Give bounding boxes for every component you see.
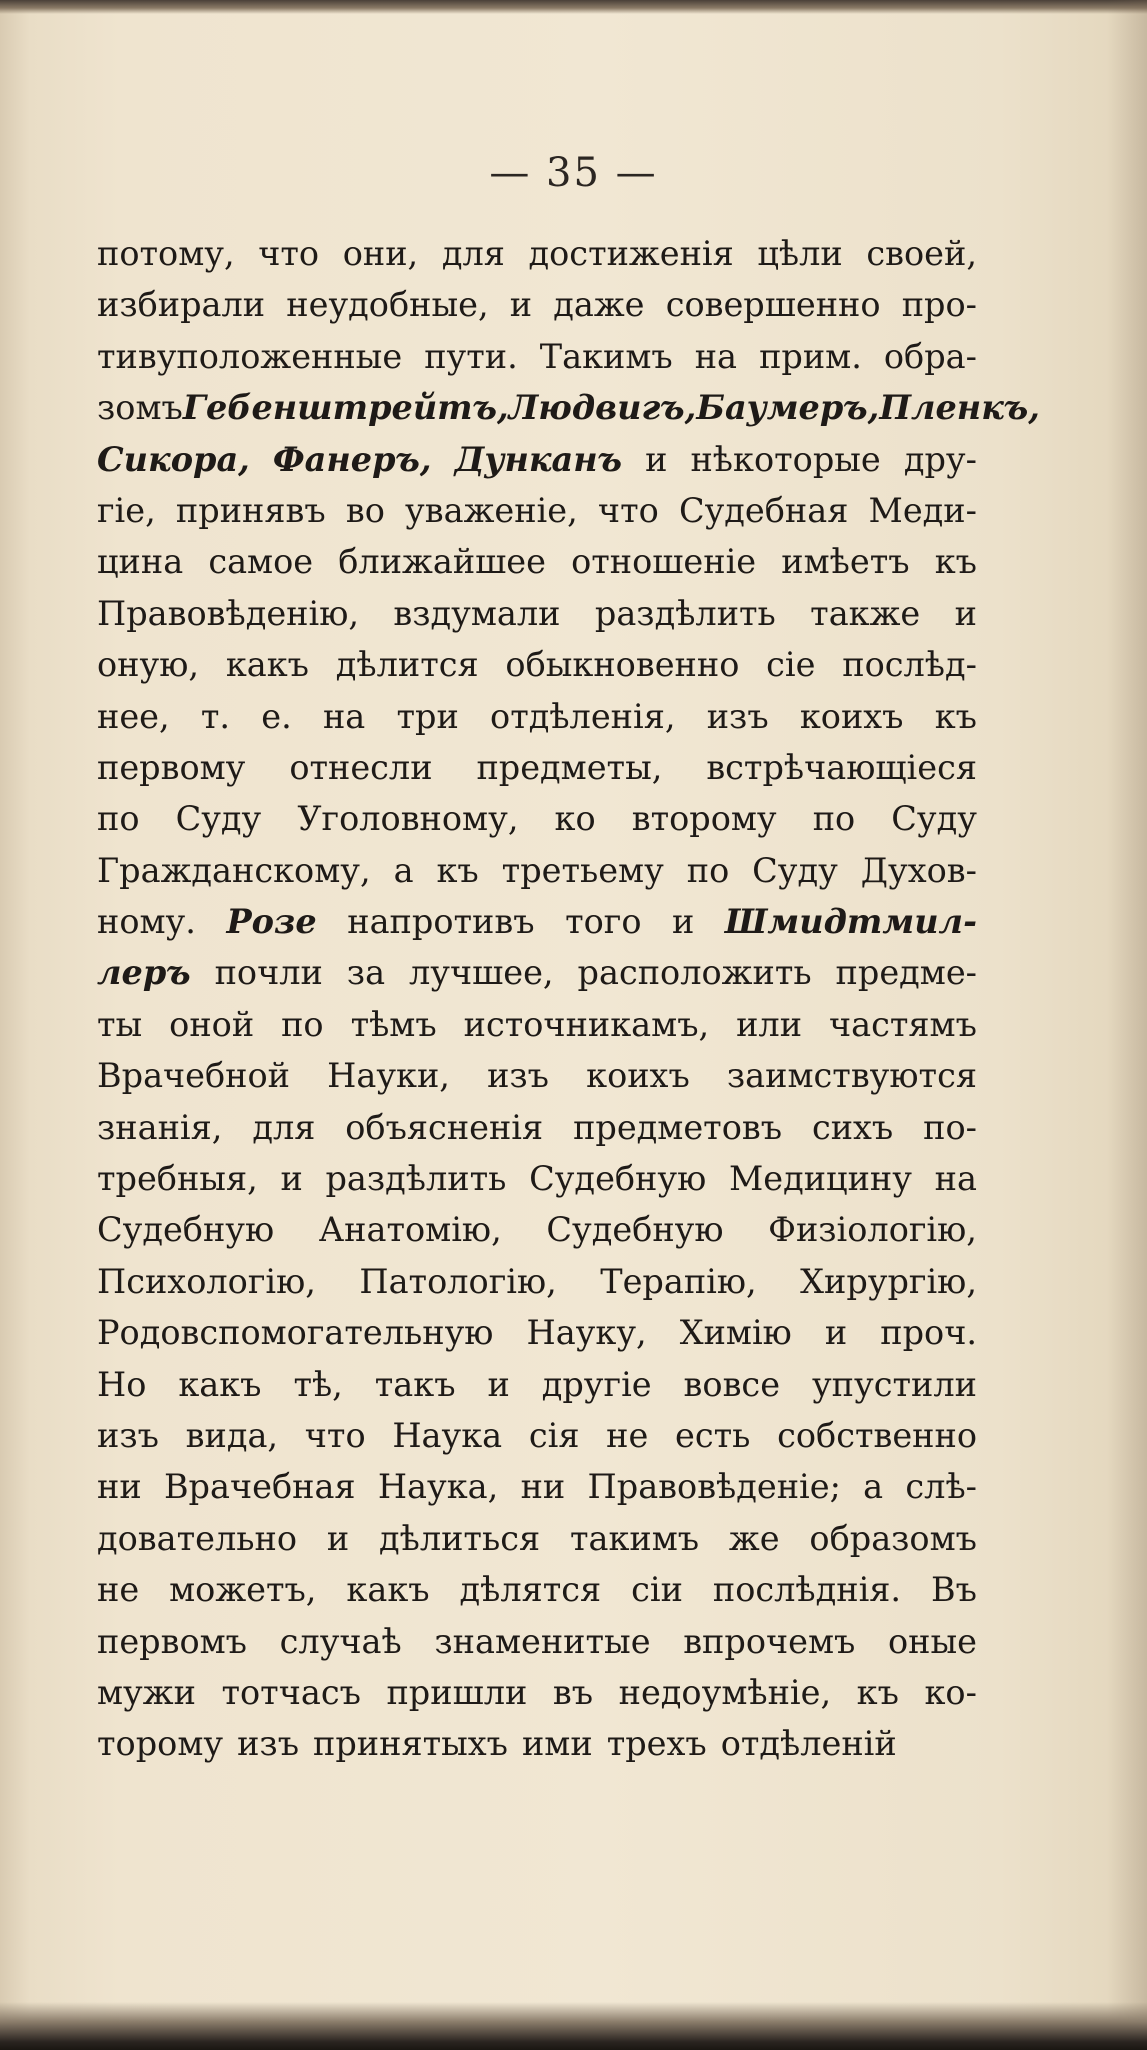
word: и: [326, 1518, 350, 1558]
text-line: [97, 228, 977, 279]
text-line: [97, 1616, 977, 1667]
word: вовсе: [683, 1364, 781, 1404]
word: расположить: [577, 953, 812, 993]
word: напротивъ: [347, 902, 535, 942]
text-line: [97, 896, 977, 947]
word: недоумѣніе,: [618, 1672, 832, 1712]
word: раздѣлить: [594, 593, 776, 633]
word: Наука: [392, 1415, 503, 1455]
italic-name: леръ: [97, 953, 191, 993]
text-line: [97, 485, 977, 536]
word: какъ: [225, 645, 309, 685]
word: что: [304, 1415, 366, 1455]
word: и: [280, 1159, 303, 1199]
word: Судебную: [97, 1210, 275, 1250]
word: изъ: [706, 696, 769, 736]
italic-name: Пленкъ,: [879, 388, 1040, 428]
word: гіе,: [97, 490, 156, 530]
word: три: [396, 696, 459, 736]
word: ни: [97, 1467, 142, 1507]
word: ближайшее: [338, 542, 546, 582]
word: и: [954, 593, 977, 633]
word: источникамъ,: [463, 1004, 710, 1044]
word: Химію: [679, 1313, 792, 1353]
word: обыкновенно: [505, 645, 740, 685]
word: Наука,: [377, 1467, 499, 1507]
text-line: [97, 947, 977, 998]
word: принятыхъ: [313, 1724, 508, 1764]
italic-name: Сикора,: [97, 439, 250, 479]
word: Судебная: [678, 490, 849, 530]
word: лучшее,: [409, 953, 554, 993]
word: своей,: [866, 234, 977, 273]
text-line: [97, 1359, 977, 1410]
text-line: [97, 691, 977, 742]
word: пути.: [424, 336, 518, 376]
word: а: [863, 1467, 884, 1507]
word: цина: [97, 542, 184, 582]
word: такимъ: [569, 1518, 700, 1558]
word: обра-: [883, 336, 977, 376]
word: требныя,: [97, 1159, 258, 1199]
word: изъ: [237, 1724, 300, 1764]
word: и: [672, 902, 695, 942]
word: Такимъ: [539, 336, 673, 376]
word: Уголовному,: [297, 799, 519, 839]
word: въ: [552, 1672, 594, 1712]
text-line: [97, 1050, 977, 1101]
word: частямъ: [829, 1004, 977, 1044]
word: тотчасъ: [221, 1672, 361, 1712]
word: по: [812, 799, 856, 839]
text-line: [97, 1461, 977, 1512]
text-line: [97, 845, 977, 896]
word: объясненія: [345, 1107, 544, 1147]
word: про-: [901, 285, 977, 325]
word: Меди-: [868, 490, 977, 530]
word: какъ: [346, 1570, 430, 1610]
word: къ: [436, 850, 479, 890]
word: Но: [97, 1364, 147, 1404]
word: второму: [631, 799, 777, 839]
word: оную,: [97, 645, 200, 685]
word: потому,: [97, 234, 235, 273]
word: ко: [554, 799, 596, 839]
word: изъ: [487, 1056, 549, 1096]
word: Патологію,: [359, 1261, 557, 1301]
text-line: [97, 279, 977, 330]
word: къ: [934, 696, 977, 736]
page-number: — 35 —: [489, 150, 658, 196]
word: какъ: [178, 1364, 262, 1404]
word: Суду: [891, 799, 977, 839]
word: сія: [528, 1415, 580, 1455]
word: къ: [934, 542, 977, 582]
word: и: [509, 285, 533, 325]
text-line: [97, 536, 977, 587]
word: отдѣленія,: [490, 696, 676, 736]
word: первомъ: [97, 1621, 247, 1661]
word: достиженія: [528, 234, 734, 273]
word: образомъ: [809, 1518, 977, 1558]
word: прим.: [759, 336, 862, 376]
word: для: [252, 1107, 316, 1147]
word: отношеніе: [571, 542, 757, 582]
word: предме-: [835, 953, 977, 993]
italic-name: Фанеръ,: [272, 439, 432, 479]
word: избирали: [97, 285, 266, 325]
word: вида,: [185, 1415, 279, 1455]
word: Правовѣденіе;: [587, 1467, 841, 1507]
word: Судебную: [529, 1159, 707, 1199]
word: имѣетъ: [781, 542, 910, 582]
word: Хирургію,: [800, 1261, 977, 1301]
word: коихъ: [586, 1056, 690, 1096]
word: на: [934, 1159, 977, 1199]
word: можетъ,: [169, 1570, 317, 1610]
italic-name: Гебенштрейтъ,: [182, 388, 509, 428]
word: тѣмъ: [350, 1004, 437, 1044]
word: сіе: [766, 645, 816, 685]
word: такъ: [374, 1364, 456, 1404]
word: не: [606, 1415, 649, 1455]
text-line: [97, 999, 977, 1050]
word: отнесли: [289, 747, 433, 787]
text-line: [97, 1102, 977, 1153]
text-line: [97, 1204, 977, 1255]
word: по-: [923, 1107, 977, 1147]
word: предметовъ: [573, 1107, 783, 1147]
italic-name: Баумеръ,: [696, 388, 880, 428]
word: третьему: [501, 850, 664, 890]
text-line: [97, 382, 1040, 433]
text-line: [97, 1718, 977, 1769]
page-right-shade: [1107, 0, 1147, 2050]
text-line: [97, 793, 977, 844]
word: предметы,: [476, 747, 663, 787]
text-line: [97, 639, 977, 690]
text-line: [97, 1410, 977, 1461]
word: ко-: [924, 1672, 977, 1712]
word: для: [441, 234, 505, 273]
word: Физіологію,: [768, 1210, 977, 1250]
text-line: [97, 1667, 977, 1718]
word: цѣли: [757, 234, 843, 273]
word: Науку,: [526, 1313, 647, 1353]
word: знаменитые: [434, 1621, 651, 1661]
word: на: [322, 696, 366, 736]
word: коихъ: [799, 696, 904, 736]
word: есть: [675, 1415, 751, 1455]
word: по: [97, 799, 140, 839]
word: и: [487, 1364, 510, 1404]
word: сіи: [631, 1570, 683, 1610]
word: Науки,: [327, 1056, 450, 1096]
word: Правовѣденію,: [97, 593, 360, 633]
word: е.: [261, 696, 292, 736]
word: Гражданскому,: [97, 850, 371, 890]
word: заимствуются: [726, 1056, 977, 1096]
word: во: [345, 490, 385, 530]
word: за: [346, 953, 386, 993]
word: отдѣленій: [720, 1724, 897, 1764]
word: не: [97, 1570, 140, 1610]
word: что: [597, 490, 659, 530]
word: ному.: [97, 902, 196, 942]
word: пришли: [386, 1672, 528, 1712]
text-line: [97, 588, 977, 639]
word: т.: [200, 696, 231, 736]
word: тѣ,: [293, 1364, 343, 1404]
word: случаѣ: [279, 1621, 402, 1661]
word: по: [281, 1004, 324, 1044]
word: Терапію,: [600, 1261, 757, 1301]
word: зомъ: [97, 388, 183, 428]
word: неудобные,: [286, 285, 489, 325]
word: того: [565, 902, 642, 942]
word: изъ: [97, 1415, 159, 1455]
word: впрочемъ: [683, 1621, 856, 1661]
page-top-edge: [0, 0, 1147, 14]
word: ими: [521, 1724, 593, 1764]
word: ты: [97, 1004, 143, 1044]
word: по: [686, 850, 730, 890]
word: оные: [888, 1621, 977, 1661]
word: Психологію,: [97, 1261, 316, 1301]
word: раздѣлить: [325, 1159, 507, 1199]
word: Судебную: [546, 1210, 724, 1250]
word: они,: [342, 234, 419, 273]
text-line: [97, 1153, 977, 1204]
word: даже: [553, 285, 645, 325]
text-line: [97, 742, 977, 793]
word: дѣлятся: [459, 1570, 602, 1610]
word: Родовспомогательную: [97, 1313, 494, 1353]
word: Медицину: [728, 1159, 912, 1199]
word: знанія,: [97, 1107, 223, 1147]
word: принявъ: [175, 490, 326, 530]
text-line: [97, 434, 977, 485]
word: уваженіе,: [405, 490, 578, 530]
word: совершенно: [665, 285, 881, 325]
page-bottom-edge: [0, 2002, 1147, 2050]
word: къ: [856, 1672, 899, 1712]
word: собственно: [777, 1415, 977, 1455]
word: тивуположенные: [97, 336, 403, 376]
word: Анатомію,: [318, 1210, 502, 1250]
word: мужи: [97, 1672, 196, 1712]
word: дѣлиться: [379, 1518, 541, 1558]
word: же: [728, 1518, 780, 1558]
word: почли: [214, 953, 323, 993]
word: ни: [520, 1467, 566, 1507]
word: встрѣчающіеся: [706, 747, 977, 787]
word: на: [694, 336, 738, 376]
text-line: [97, 331, 977, 382]
word: оной: [169, 1004, 255, 1044]
word: слѣ-: [905, 1467, 977, 1507]
italic-name: Шмидтмил-: [724, 902, 977, 942]
word: Въ: [931, 1570, 977, 1610]
word: Врачебной: [97, 1056, 291, 1096]
word: Врачебная: [163, 1467, 356, 1507]
word: торому: [97, 1724, 224, 1764]
italic-name: Розе: [226, 902, 317, 942]
word: также: [810, 593, 921, 633]
word: вздумали: [393, 593, 561, 633]
word: нее,: [97, 696, 170, 736]
word: или: [736, 1004, 803, 1044]
word: послѣднія.: [712, 1570, 902, 1610]
word: трехъ: [606, 1724, 707, 1764]
word: Суду: [175, 799, 262, 839]
word: Духов-: [860, 850, 977, 890]
text-line: [97, 1256, 977, 1307]
text-line: [97, 1513, 977, 1564]
word: Суду: [752, 850, 838, 890]
word: упустили: [811, 1364, 977, 1404]
word: другіе: [541, 1364, 652, 1404]
word: нѣкоторые: [690, 439, 881, 479]
word: что: [258, 234, 320, 273]
word: сихъ: [811, 1107, 894, 1147]
italic-name: Людвигъ,: [508, 388, 697, 428]
word: довательно: [97, 1518, 298, 1558]
word: проч.: [880, 1313, 977, 1353]
word: послѣд-: [842, 645, 977, 685]
word: дѣлится: [335, 645, 479, 685]
body-text: [97, 228, 1040, 1770]
word: и: [645, 439, 668, 479]
word: а: [393, 850, 414, 890]
italic-name: Дунканъ: [454, 439, 623, 479]
word: и: [824, 1313, 848, 1353]
word: первому: [97, 747, 246, 787]
word: самое: [208, 542, 314, 582]
text-line: [97, 1307, 977, 1358]
text-line: [97, 1564, 977, 1615]
word: дру-: [903, 439, 977, 479]
